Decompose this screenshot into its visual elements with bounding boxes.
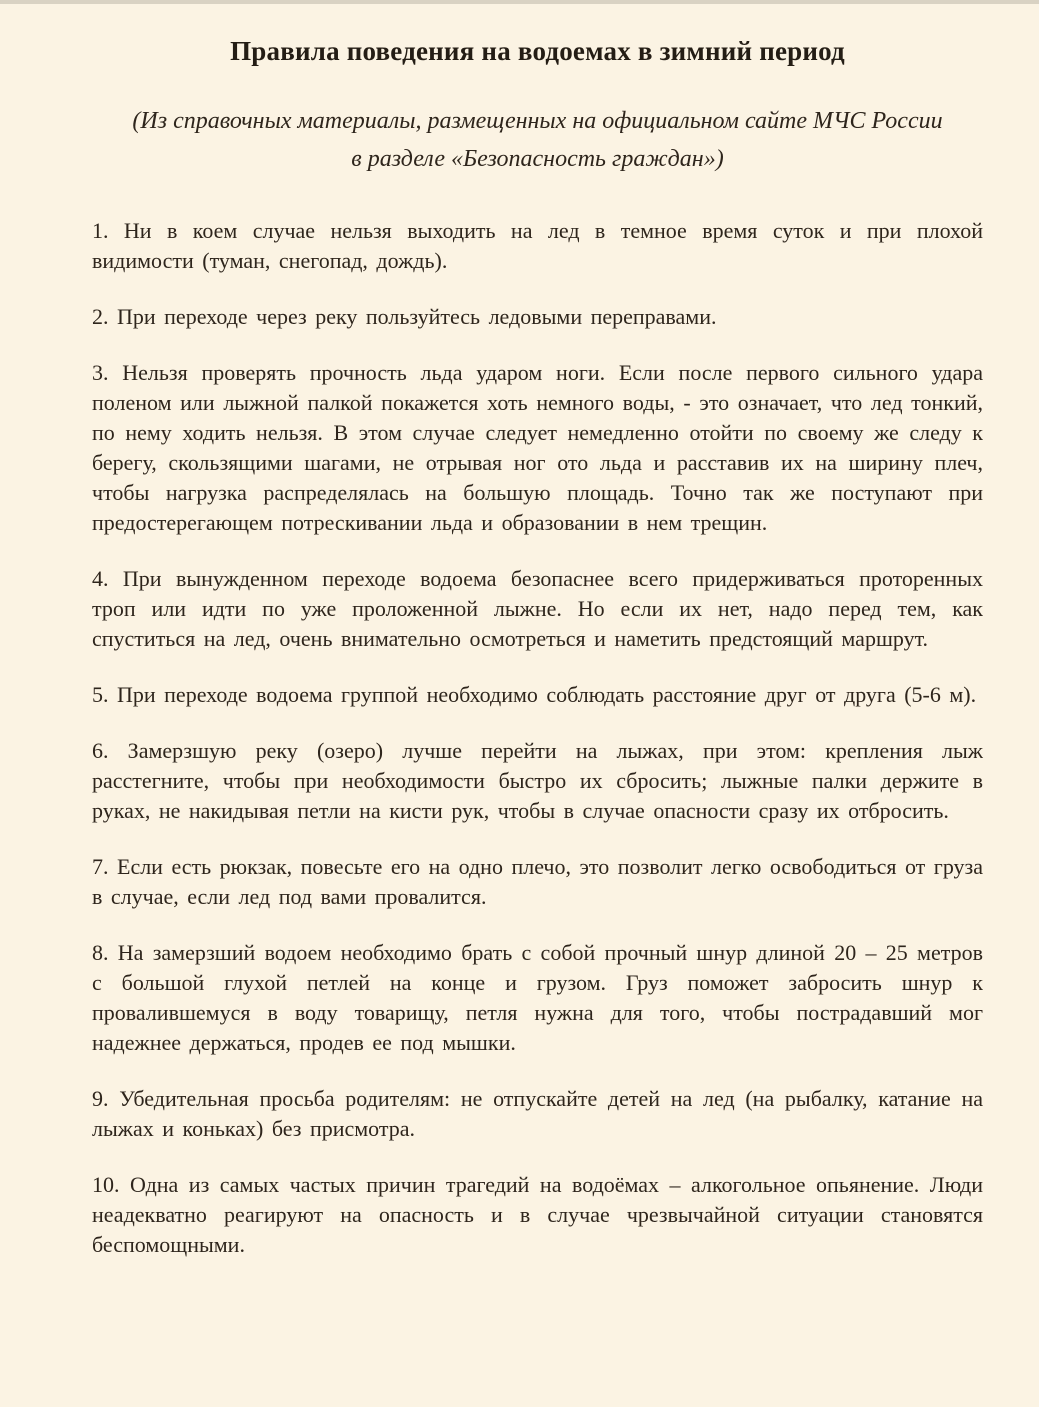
rule-paragraph-7: 7. Если есть рюкзак, повесьте его на одно плечо, это позволит легко освободиться от груза в случае, если лед под вами провалится.: [92, 854, 983, 909]
rule-paragraph-1: 1. Ни в коем случае нельзя выходить на лед в темное время суток и при плохой видимости (туман, снегопад, дождь).: [92, 218, 983, 273]
rule-paragraph-2: 2. При переходе через реку пользуйтесь ледовыми переправами.: [92, 304, 717, 329]
rule-paragraph-5: 5. При переходе водоема группой необходимо соблюдать расстояние друг от друга (5-6 м).: [92, 682, 977, 707]
rule-paragraph-3: 3. Нельзя проверять прочность льда ударом ноги. Если после первого сильного удара поленом или лыжной палкой покажется хоть немного воды, - это означает, что лед тонкий, по нему ходить нельзя. В этом случае следует немедленно отойти по своему же следу к берегу, скользящими шагами, не отрывая ног ото льда и расставив их на ширину плеч, чтобы нагрузка распределялась на большую площадь. Точно так же поступают при предостерегающем потрескивании льда и образовании в нем трещин.: [92, 360, 983, 535]
rule-paragraph-10: 10. Одна из самых частых причин трагедий на водоёмах – алкогольное опьянение. Люди неадекватно реагируют на опасность и в случае чрезвычайной ситуации становятся беспомощными.: [92, 1172, 983, 1257]
rules-list: [92, 216, 983, 1260]
document-title: Правила поведения на водоемах в зимний период: [230, 36, 845, 66]
rule-paragraph-6: 6. Замерзшую реку (озеро) лучше перейти на лыжах, при этом: крепления лыж расстегните, чтобы при необходимости быстро их сбросить; лыжные палки держите в руках, не накидывая петли на кисти рук, чтобы в случае опасности сразу их отбросить.: [92, 738, 983, 823]
scan-edge-shadow: [0, 0, 1039, 4]
rule-paragraph-4: 4. При вынужденном переходе водоема безопаснее всего придерживаться проторенных троп или идти по уже проложенной лыжне. Но если их нет, надо перед тем, как спуститься на лед, очень внимательно осмотреться и наметить предстоящий маршрут.: [92, 566, 983, 651]
rule-paragraph-8: 8. На замерзший водоем необходимо брать с собой прочный шнур длиной 20 – 25 метров с большой глухой петлей на конце и грузом. Груз поможет забросить шнур к провалившемуся в воду товарищу, петля нужна для того, чтобы пострадавший мог надежнее держаться, продев ее под мышки.: [92, 940, 983, 1055]
rule-paragraph-9: 9. Убедительная просьба родителям: не отпускайте детей на лед (на рыбалку, катание на лыжах и коньках) без присмотра.: [92, 1086, 983, 1141]
document-subtitle: (Из справочных материалы, размещенных на официальном сайте МЧС России в разделе «Безопасность граждан»): [132, 108, 943, 172]
